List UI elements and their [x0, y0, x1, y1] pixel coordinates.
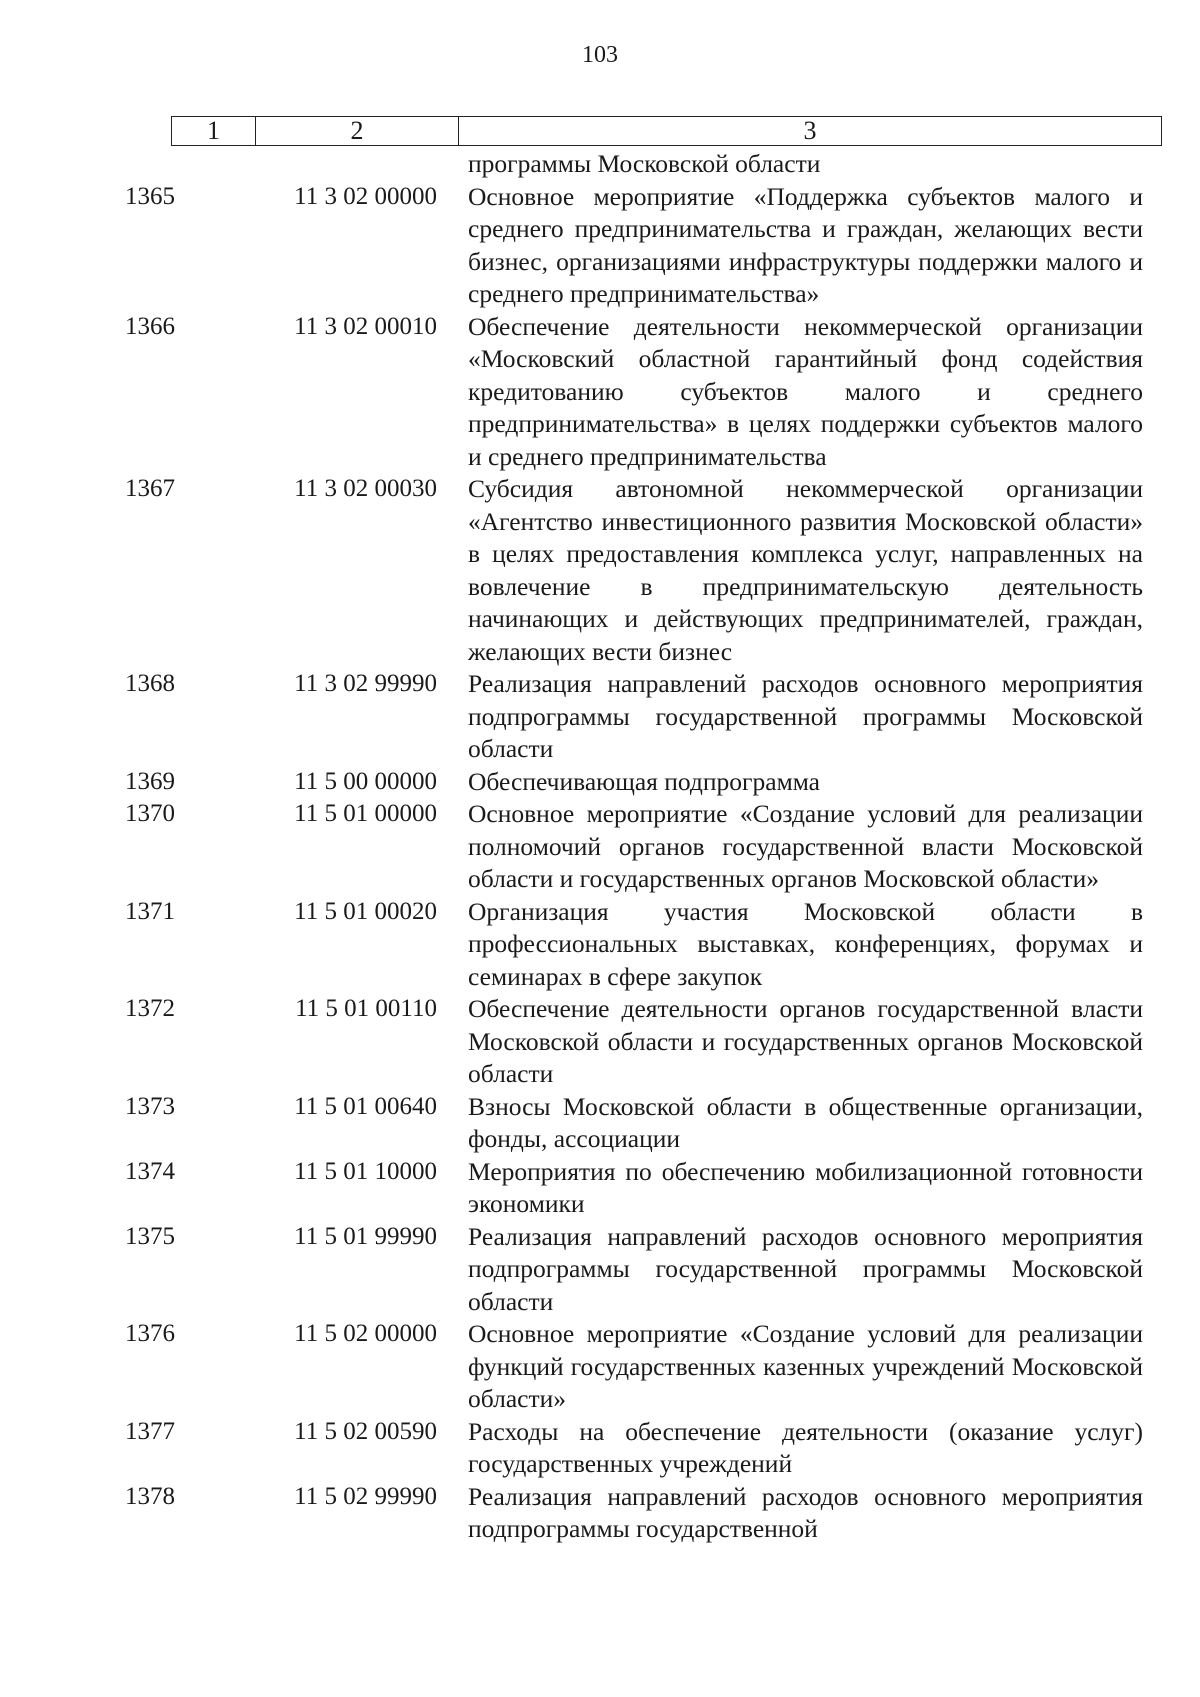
table-row	[0, 896, 1200, 994]
row-code: 11 5 01 10000	[294, 1157, 437, 1185]
page-number: 103	[582, 42, 618, 68]
row-number: 1366	[125, 312, 175, 340]
row-number: 1374	[125, 1157, 175, 1185]
table-row	[0, 473, 1200, 668]
row-code: 11 3 02 00000	[294, 182, 437, 210]
row-code: 11 5 02 00590	[294, 1417, 437, 1445]
row-number: 1376	[125, 1320, 175, 1347]
row-number: 1365	[125, 182, 175, 210]
row-code: 11 5 01 00000	[294, 800, 437, 827]
continuation-text: программы Московской области	[468, 149, 821, 178]
row-code: 11 5 01 00640	[294, 1092, 437, 1120]
row-description: Реализация направлений расходов основного мероприятия подпрограммы государственной программы Московской области	[468, 1221, 1143, 1316]
header-col-1: 1	[172, 117, 256, 145]
row-description: Основное мероприятие «Поддержка субъектов малого и среднего предпринимательства и граждан, желающих вести бизнес, организациями инфраструктуры поддержки малого и среднего предпринимательства»	[468, 181, 1143, 308]
table-header	[171, 116, 1162, 146]
row-code: 11 5 01 00020	[294, 897, 437, 925]
table-row	[0, 311, 1200, 474]
table-rows	[0, 181, 1200, 1546]
table-row	[0, 1221, 1200, 1319]
row-number: 1367	[125, 475, 175, 502]
table-row	[0, 798, 1200, 896]
header-col-3: 3	[803, 116, 817, 145]
row-number: 1372	[125, 995, 175, 1022]
row-number: 1371	[125, 897, 175, 925]
row-description: Основное мероприятие «Создание условий для реализации полномочий органов государственной власти Московской области и государственных органов Московской области»	[468, 799, 1143, 893]
table-row	[0, 1416, 1200, 1481]
table-row	[0, 181, 1200, 311]
row-number: 1369	[125, 767, 175, 795]
table-row	[0, 1481, 1200, 1546]
row-description: Обеспечение деятельности некоммерческой организации «Московский областной гарантийный фонд содействия кредитованию субъектов малого и среднего предпринимательства» в целях поддержки субъектов малого и среднего предпринимательства	[468, 311, 1143, 471]
row-description: Реализация направлений расходов основного мероприятия подпрограммы государственной программы Московской области	[468, 669, 1143, 763]
row-code: 11 5 02 00000	[294, 1320, 437, 1347]
row-code: 11 3 02 00030	[294, 475, 437, 502]
continuation-row	[0, 148, 1200, 181]
row-code: 11 5 01 99990	[294, 1222, 437, 1250]
table-row	[0, 1091, 1200, 1156]
row-description: Мероприятия по обеспечению мобилизационной готовности экономики	[468, 1156, 1143, 1218]
row-code: 11 5 00 00000	[294, 767, 437, 795]
table-row	[0, 1318, 1200, 1416]
row-description: Взносы Московской области в общественные организации, фонды, ассоциации	[468, 1091, 1143, 1153]
row-description: Обеспечивающая подпрограмма	[468, 766, 820, 796]
row-code: 11 3 02 99990	[294, 670, 437, 697]
row-code: 11 5 01 00110	[295, 995, 437, 1022]
row-description: Реализация направлений расходов основного мероприятия подпрограммы государственной	[468, 1481, 1143, 1543]
row-description: Основное мероприятие «Создание условий для реализации функций государственных казенных учреждений Московской области»	[468, 1319, 1143, 1413]
row-code: 11 3 02 00010	[294, 312, 437, 340]
row-description: Субсидия автономной некоммерческой организации «Агентство инвестиционного развития Московской области» в целях предоставления комплекса услуг, направленных на вовлечение в предпринимательскую деятельность начинающих и действующих предпринимателей, граждан, желающих вести бизнес	[468, 474, 1143, 666]
row-number: 1370	[125, 800, 175, 827]
table-row	[0, 668, 1200, 766]
row-description: Обеспечение деятельности органов государственной власти Московской области и государственных органов Московской области	[468, 994, 1143, 1088]
row-description: Организация участия Московской области в профессиональных выставках, конференциях, форумах и семинарах в сфере закупок	[468, 896, 1143, 991]
row-number: 1373	[125, 1092, 175, 1120]
row-number: 1375	[125, 1222, 175, 1250]
row-description: Расходы на обеспечение деятельности (оказание услуг) государственных учреждений	[468, 1416, 1143, 1478]
row-number: 1368	[125, 670, 175, 697]
header-col-2: 2	[256, 117, 459, 145]
table-body	[0, 148, 1200, 1546]
row-code: 11 5 02 99990	[294, 1482, 437, 1510]
row-number: 1378	[125, 1482, 175, 1510]
table-row	[0, 766, 1200, 799]
row-number: 1377	[125, 1417, 175, 1445]
table-row	[0, 993, 1200, 1091]
table-row	[0, 1156, 1200, 1221]
